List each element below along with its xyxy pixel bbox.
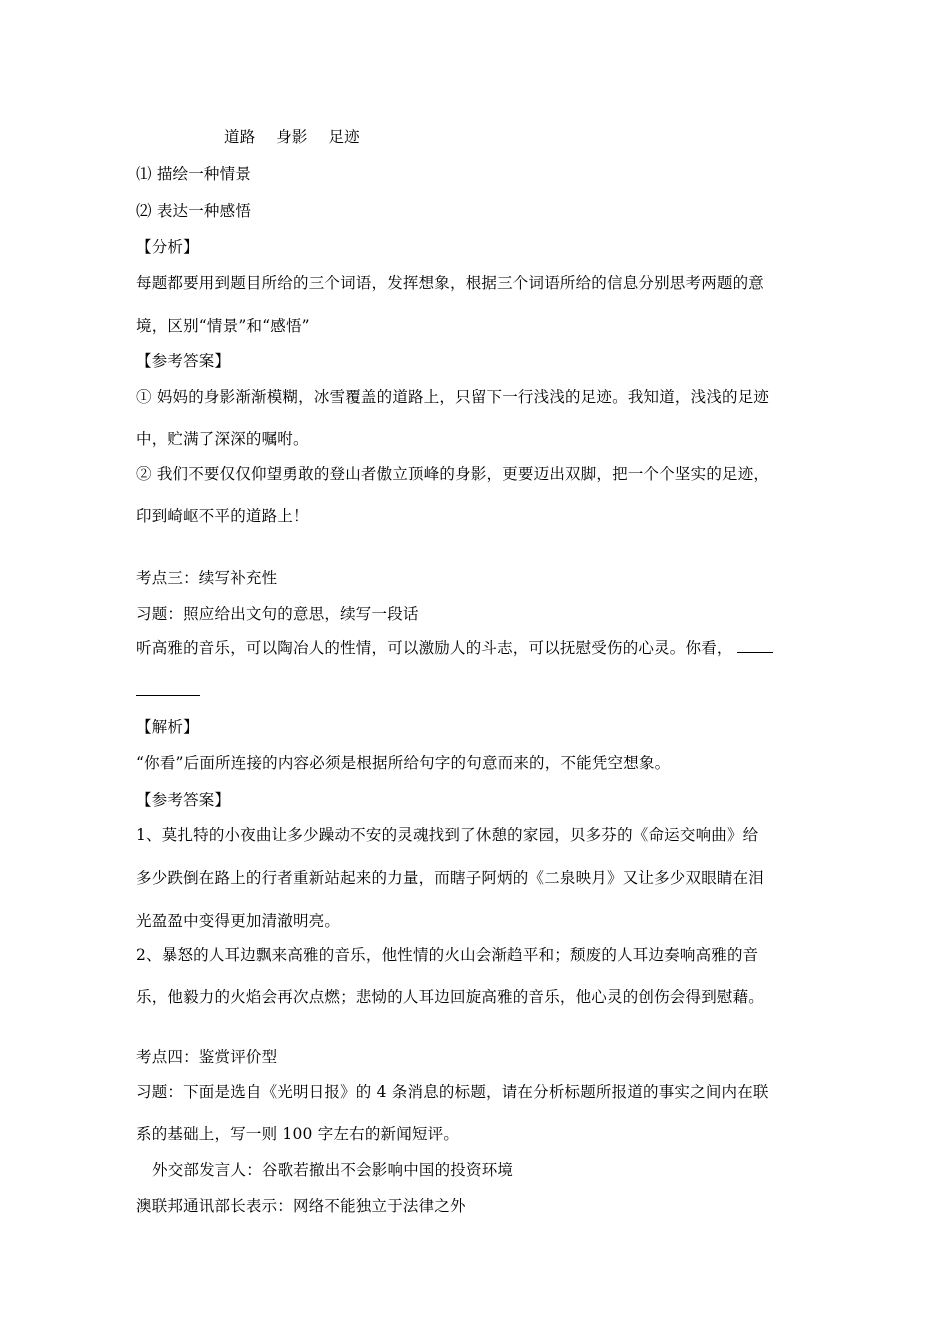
exercise-4-line1: 习题：下面是选自《光明日报》的 4 条消息的标题，请在分析标题所报道的事实之间内在联: [136, 1083, 769, 1101]
analysis-text-line2: 境，区别“情景”和“感悟”: [136, 317, 310, 335]
news-headline-1: 外交部发言人：谷歌若撤出不会影响中国的投资环境: [152, 1161, 514, 1179]
answer3-2-line1: 2、暴怒的人耳边飘来高雅的音乐，他性情的火山会渐趋平和；颓废的人耳边奏响高雅的音: [136, 946, 759, 964]
answer3-1-line2: 多少跌倒在路上的行者重新站起来的力量，而瞎子阿炳的《二泉映月》又让多少双眼睛在泪: [136, 869, 765, 887]
answer2-line2: 印到崎岖不平的道路上！: [136, 507, 309, 525]
explanation-text: “你看”后面所连接的内容必须是根据所给句字的句意而来的，不能凭空想象。: [136, 754, 671, 772]
given-words: 道路 身影 足迹: [224, 128, 360, 146]
answer-heading: 【参考答案】: [136, 352, 231, 370]
analysis-heading: 【分析】: [136, 238, 199, 256]
continuation-sentence: [136, 638, 773, 658]
section-heading-4: 考点四：鉴赏评价型: [136, 1048, 278, 1066]
news-headline-2: 澳联邦通讯部长表示：网络不能独立于法律之外: [136, 1197, 466, 1215]
fill-in-blank: [737, 638, 773, 653]
fill-in-blank-continued: [136, 681, 200, 701]
answer-heading-3: 【参考答案】: [136, 791, 231, 809]
prompt-2: ⑵ 表达一种感悟: [136, 202, 252, 220]
answer3-1-line3: 光盈盈中变得更加清澈明亮。: [136, 912, 341, 930]
prompt-1: ⑴ 描绘一种情景: [136, 165, 252, 183]
answer2-line1: ② 我们不要仅仅仰望勇敢的登山者傲立顶峰的身影，更要迈出双脚，把一个个坚实的足迹，: [136, 465, 770, 483]
exercise-4-line2: 系的基础上，写一则 100 字左右的新闻短评。: [136, 1125, 460, 1143]
explanation-heading: 【解析】: [136, 718, 199, 736]
answer1-line1: ① 妈妈的身影渐渐模糊，冰雪覆盖的道路上，只留下一行浅浅的足迹。我知道，浅浅的足迹: [136, 388, 770, 406]
continuation-sentence-text: 听高雅的音乐，可以陶冶人的性情，可以激励人的斗志，可以抚慰受伤的心灵。你看，: [136, 639, 733, 657]
answer3-1-line1: 1、莫扎特的小夜曲让多少躁动不安的灵魂找到了休憩的家园，贝多芬的《命运交响曲》给: [136, 826, 759, 844]
section-heading-3: 考点三：续写补充性: [136, 569, 278, 587]
exercise-3: 习题：照应给出文句的意思，续写一段话: [136, 605, 419, 623]
answer3-2-line2: 乐，他毅力的火焰会再次点燃；悲恸的人耳边回旋高雅的音乐，他心灵的创伤会得到慰藉。: [136, 988, 765, 1006]
analysis-text-line1: 每题都要用到题目所给的三个词语，发挥想象，根据三个词语所给的信息分别思考两题的意: [136, 274, 765, 292]
fill-in-blank-line2: [136, 681, 200, 696]
answer1-line2: 中，贮满了深深的嘱咐。: [136, 430, 309, 448]
